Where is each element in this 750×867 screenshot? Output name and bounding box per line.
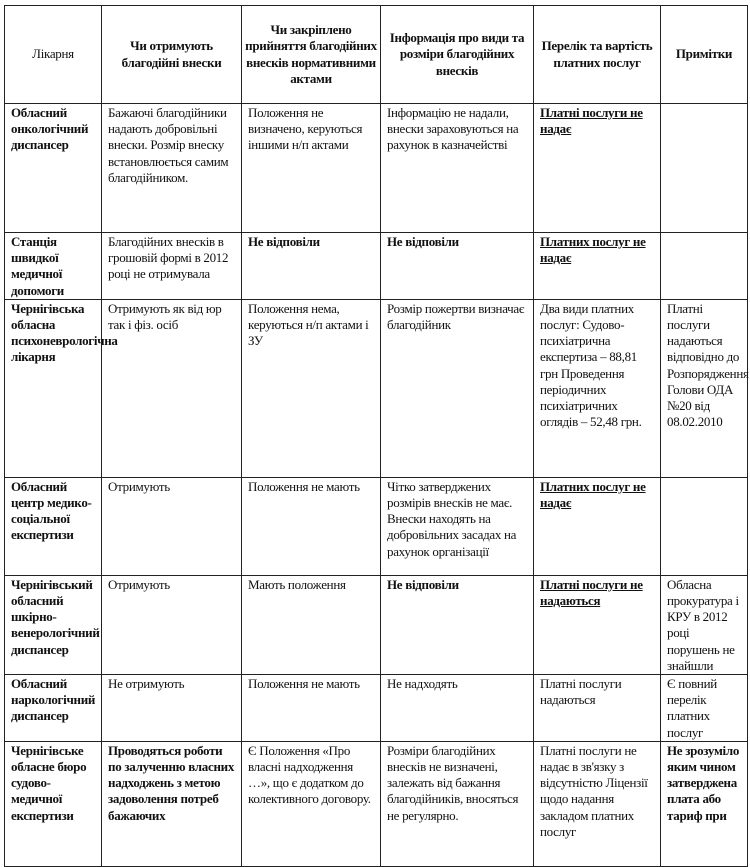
- hospital-cell: Обласний наркологічний диспансер: [5, 675, 102, 742]
- hospital-cell: Обласний онкологічний диспансер: [5, 104, 102, 233]
- header-notes: Примітки: [661, 6, 748, 104]
- notes-cell: Платні послуги надаються відповідно до Розпорядження Голови ОДА №20 від 08.02.2010: [661, 299, 748, 477]
- hospital-cell: Чернігівський обласний шкірно-венерологічний диспансер: [5, 575, 102, 674]
- info-cell: Розміри благодійних внесків не визначені, залежать від бажання благодійників, вносяться не регулярно.: [381, 741, 534, 866]
- header-receive: Чи отримують благодійні внески: [102, 6, 242, 104]
- services-cell: Платні послуги надаються: [534, 675, 661, 742]
- services-text: Платних послуг не надає: [540, 234, 646, 266]
- table-row: [5, 741, 748, 866]
- notes-cell: Обласна прокуратура і КРУ в 2012 році порушень не знайшли: [661, 575, 748, 674]
- hospital-cell: Чернігівське обласне бюро судово-медичної експертизи: [5, 741, 102, 866]
- notes-cell: [661, 477, 748, 575]
- table-row: [5, 675, 748, 742]
- receive-cell: Отримують: [102, 575, 242, 674]
- regulated-cell: Положення не визначено, керуються іншими н/п актами: [242, 104, 381, 233]
- receive-cell: Бажаючі благодійники надають добровільні внески. Розмір внеску встановлюється самим благодійником.: [102, 104, 242, 233]
- table-row: [5, 575, 748, 674]
- info-cell: Інформацію не надали, внески зараховуються на рахунок в казначействі: [381, 104, 534, 233]
- table-row: [5, 233, 748, 300]
- services-cell: [534, 575, 661, 674]
- services-cell: [534, 233, 661, 300]
- hospital-cell: Станція швидкої медичної допомоги: [5, 233, 102, 300]
- info-cell: Розмір пожертви визначає благодійник: [381, 299, 534, 477]
- header-services: Перелік та вартість платних послуг: [534, 6, 661, 104]
- services-text: Платні послуги не надаються: [540, 576, 643, 609]
- receive-cell: Проводяться роботи по залученню власних надходжень з метою задоволення потреб бажаючих: [102, 741, 242, 866]
- hospital-cell: Обласний центр медико-соціальної експертизи: [5, 477, 102, 575]
- regulated-cell: Не відповіли: [242, 233, 381, 300]
- services-cell: Два види платних послуг: Судово-психіатрична експертиза – 88,81 грн Проведення періодичних психіатричних оглядів – 52,48 грн.: [534, 299, 661, 477]
- info-cell: Чітко затверджених розмірів внесків не має. Внески находять на добровільних засадах на рахунок організації: [381, 477, 534, 575]
- table-row: [5, 104, 748, 233]
- header-info: Інформація про види та розміри благодійних внесків: [381, 6, 534, 104]
- services-cell: Платні послуги не надає в зв'язку з відсутністю Ліцензії щодо надання закладом платних послуг: [534, 741, 661, 866]
- info-cell: Не надходять: [381, 675, 534, 742]
- receive-cell: Благодійних внесків в грошовій формі в 2012 році не отримувала: [102, 233, 242, 300]
- info-cell: Не відповіли: [381, 575, 534, 674]
- notes-cell: Не зрозуміло яким чином затверджена плата або тариф при: [661, 741, 748, 866]
- header-row: [5, 6, 748, 104]
- notes-cell: Є повний перелік платних послуг: [661, 675, 748, 742]
- regulated-cell: Положення нема, керуються н/п актами і ЗУ: [242, 299, 381, 477]
- receive-cell: Отримують як від юр так і фіз. осіб: [102, 299, 242, 477]
- regulated-cell: Є Положення «Про власні надходження …», що є додатком до колективного договору.: [242, 741, 381, 866]
- receive-cell: Не отримують: [102, 675, 242, 742]
- services-text: Платні послуги не надає: [540, 105, 643, 137]
- notes-cell: [661, 233, 748, 300]
- header-hospital: Лікарня: [5, 6, 102, 104]
- services-cell: [534, 104, 661, 233]
- receive-cell: Отримують: [102, 477, 242, 575]
- services-text: Платних послуг не надає: [540, 478, 646, 511]
- regulated-cell: Положення не мають: [242, 675, 381, 742]
- hospital-cell: Чернігівська обласна психоневрологічна лікарня: [5, 299, 102, 477]
- regulated-cell: Мають положення: [242, 575, 381, 674]
- info-cell: Не відповіли: [381, 233, 534, 300]
- header-regulated: Чи закріплено прийняття благодійних внесків нормативними актами: [242, 6, 381, 104]
- notes-cell: [661, 104, 748, 233]
- charity-table: [4, 5, 748, 867]
- table-row: [5, 477, 748, 575]
- services-cell: [534, 477, 661, 575]
- regulated-cell: Положення не мають: [242, 477, 381, 575]
- table-row: [5, 299, 748, 477]
